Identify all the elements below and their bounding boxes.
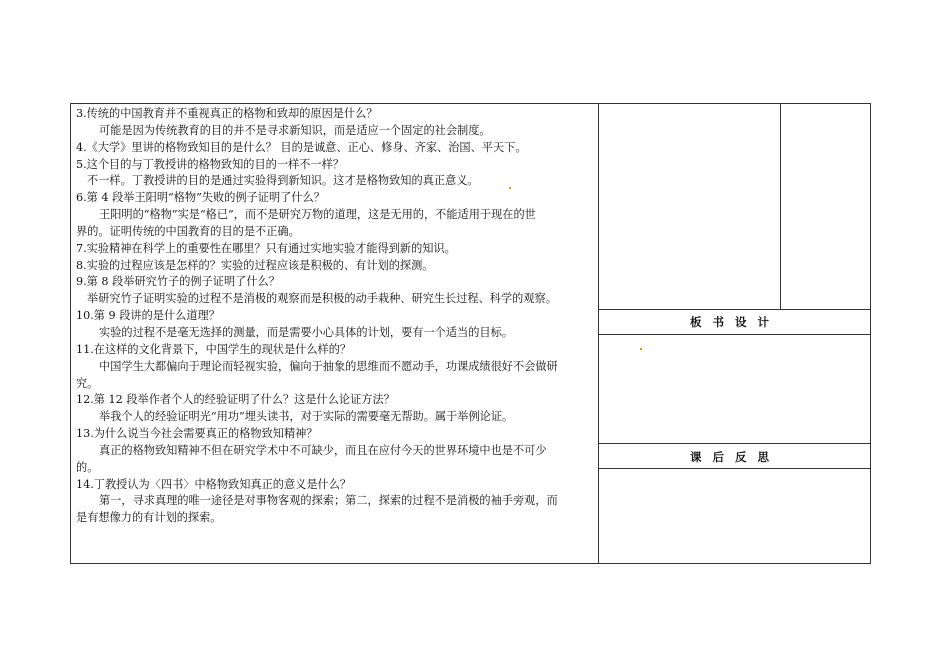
question-line: 11.在这样的文化背景下，中国学生的现状是什么样的？ [76, 342, 352, 356]
answer-line: 究。 [76, 376, 99, 390]
answer-line: 实验的过程不是毫无选择的测量，而是需要小心具体的计划，要有一个适当的目标。 [99, 325, 513, 339]
after-class-label: 课后反思 [690, 450, 780, 464]
question-line: 14.丁教授认为〈四书〉中格物致知真正的意义是什么？ [76, 477, 352, 491]
answer-line: 真正的格物致知精神不但在研究学术中不可缺少，而且在应付今天的世界环境中也是不可少 [99, 443, 547, 457]
question-line: 10.第 9 段讲的是什么道理？ [76, 309, 220, 323]
question-line: 9.第 8 段举研究竹子的例子证明了什么？ [76, 275, 280, 289]
question-line: 7.实验精神在科学上的重要性在哪里？只有通过实地实验才能得到新的知识。 [76, 241, 456, 255]
board-design-label: 板书设计 [690, 315, 780, 329]
column-divider-right-top [780, 103, 781, 309]
row-divider-1 [598, 309, 871, 310]
answer-line: 第一，寻求真理的唯一途径是对事物客观的探索；第二，探索的过程不是消极的袖手旁观，而 [99, 494, 558, 508]
row-divider-3 [598, 443, 871, 444]
answer-line: 可能是因为传统教育的目的并不是寻求新知识，而是适应一个固定的社会制度。 [99, 123, 491, 137]
row-divider-4 [598, 468, 871, 469]
question-answer-content [76, 106, 596, 527]
question-line: 4.《大学》里讲的格物致知目的是什么？ 目的是诚意、正心、修身、齐家、治国、平天下。 [76, 140, 527, 154]
stray-mark [640, 348, 642, 350]
answer-line: 举研究竹子证明实验的过程不是消极的观察而是积极的动手栽种、研究生长过程、科学的观察。 [87, 292, 557, 306]
answer-line: 界的。证明传统的中国教育的目的是不正确。 [76, 224, 300, 238]
question-line: 8.实验的过程应该是怎样的？实验的过程应该是积极的、有计划的探测。 [76, 258, 434, 272]
answer-line: 王阳明的“格物”实是“格已”，而不是研究万物的道理，这是无用的，不能适用于现在的世 [99, 208, 536, 222]
question-line: 5.这个目的与丁教授讲的格物致知的目的一样不一样？ [76, 157, 344, 171]
question-line: 13.为什么说当今社会需要真正的格物致知精神？ [76, 427, 318, 441]
question-line: 6.第 4 段举王阳明“格物”失败的例子证明了什么？ [76, 191, 325, 205]
row-divider-2 [598, 334, 871, 335]
answer-line: 举我个人的经验证明光“用功”埋头读书，对于实际的需要毫无帮助。属于举例论证。 [99, 410, 514, 424]
answer-line: 不一样。丁教授讲的目的是通过实验得到新知识。这才是格物致知的真正意义。 [87, 174, 479, 188]
answer-line: 中国学生大都偏向于理论而轻视实验，偏向于抽象的思维而不愿动手，功课成绩很好不会做研 [99, 359, 558, 373]
question-line: 12.第 12 段举作者个人的经验证明了什么？这是什么论证方法？ [76, 393, 395, 407]
question-line: 3.传统的中国教育并不重视真正的格物和致却的原因是什么？ [76, 107, 378, 120]
answer-line: 是有想像力的有计划的探索。 [76, 511, 222, 525]
answer-line: 的。 [76, 460, 99, 474]
